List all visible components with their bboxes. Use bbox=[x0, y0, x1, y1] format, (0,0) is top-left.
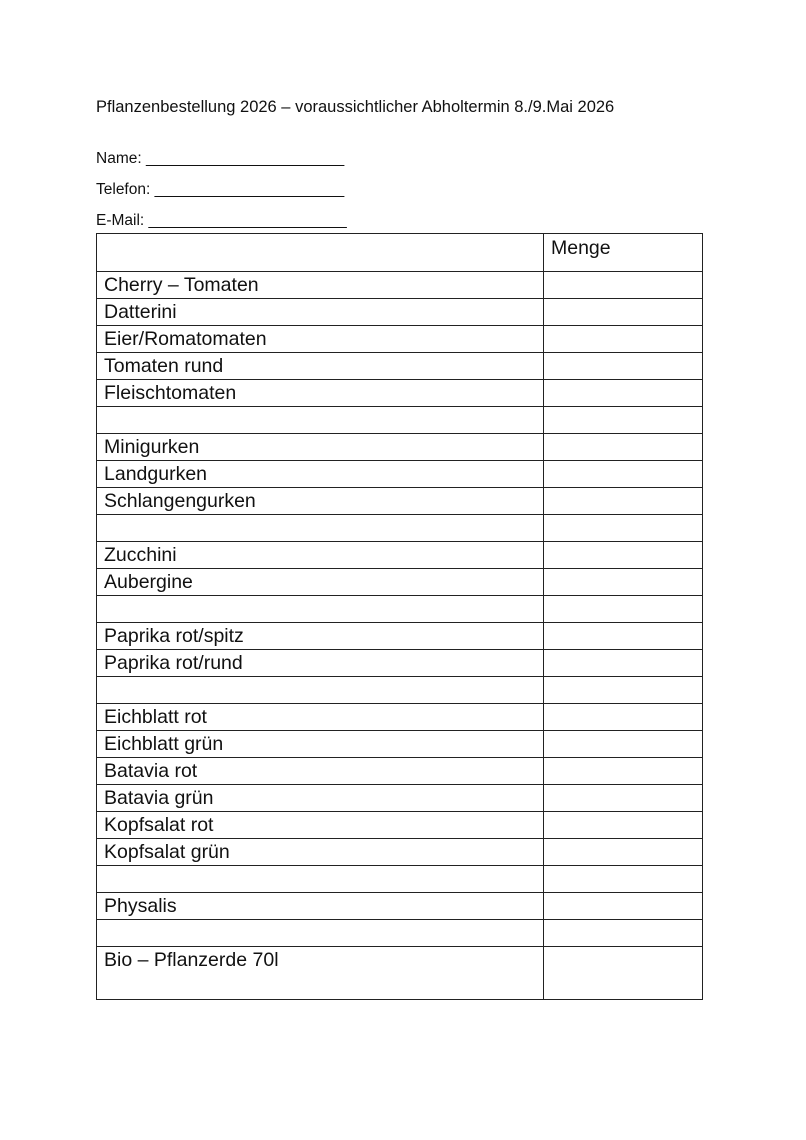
table-row bbox=[97, 839, 703, 866]
item-name-cell bbox=[97, 515, 544, 542]
quantity-cell[interactable] bbox=[544, 920, 703, 947]
table-row bbox=[97, 947, 703, 1000]
item-name-cell: Minigurken bbox=[97, 434, 544, 461]
quantity-cell[interactable] bbox=[544, 785, 703, 812]
quantity-cell[interactable] bbox=[544, 677, 703, 704]
table-row bbox=[97, 461, 703, 488]
item-name-cell: Paprika rot/rund bbox=[97, 650, 544, 677]
quantity-cell[interactable] bbox=[544, 596, 703, 623]
item-name-cell: Cherry – Tomaten bbox=[97, 272, 544, 299]
quantity-cell[interactable] bbox=[544, 272, 703, 299]
item-name-cell: Landgurken bbox=[97, 461, 544, 488]
item-name-cell: Eichblatt grün bbox=[97, 731, 544, 758]
table-row bbox=[97, 488, 703, 515]
quantity-cell[interactable] bbox=[544, 299, 703, 326]
item-name-cell: Kopfsalat rot bbox=[97, 812, 544, 839]
quantity-cell[interactable] bbox=[544, 947, 703, 1000]
page-title: Pflanzenbestellung 2026 – voraussichtlicher Abholtermin 8./9.Mai 2026 bbox=[96, 98, 615, 116]
order-table bbox=[96, 233, 703, 1000]
item-name-cell: Eichblatt rot bbox=[97, 704, 544, 731]
quantity-cell[interactable] bbox=[544, 434, 703, 461]
item-name-cell: Bio – Pflanzerde 70l bbox=[97, 947, 544, 1000]
item-name-cell: Kopfsalat grün bbox=[97, 839, 544, 866]
table-row bbox=[97, 623, 703, 650]
item-name-cell: Paprika rot/spitz bbox=[97, 623, 544, 650]
table-row bbox=[97, 650, 703, 677]
item-name-cell: Aubergine bbox=[97, 569, 544, 596]
table-row bbox=[97, 893, 703, 920]
quantity-cell[interactable] bbox=[544, 839, 703, 866]
item-name-cell: Tomaten rund bbox=[97, 353, 544, 380]
quantity-cell[interactable] bbox=[544, 461, 703, 488]
table-row bbox=[97, 353, 703, 380]
item-header-cell bbox=[97, 234, 544, 272]
item-name-cell: Batavia rot bbox=[97, 758, 544, 785]
item-name-cell: Physalis bbox=[97, 893, 544, 920]
quantity-cell[interactable] bbox=[544, 812, 703, 839]
quantity-cell[interactable] bbox=[544, 326, 703, 353]
table-row bbox=[97, 731, 703, 758]
item-name-cell bbox=[97, 596, 544, 623]
quantity-cell[interactable] bbox=[544, 650, 703, 677]
quantity-cell[interactable] bbox=[544, 407, 703, 434]
quantity-cell[interactable] bbox=[544, 704, 703, 731]
item-name-cell: Datterini bbox=[97, 299, 544, 326]
item-name-cell bbox=[97, 866, 544, 893]
item-name-cell bbox=[97, 677, 544, 704]
item-name-cell bbox=[97, 920, 544, 947]
quantity-cell[interactable] bbox=[544, 758, 703, 785]
spacer-row bbox=[97, 677, 703, 704]
order-table-body bbox=[97, 234, 703, 1000]
spacer-row bbox=[97, 515, 703, 542]
item-name-cell: Fleischtomaten bbox=[97, 380, 544, 407]
item-name-cell: Zucchini bbox=[97, 542, 544, 569]
spacer-row bbox=[97, 866, 703, 893]
table-row bbox=[97, 326, 703, 353]
item-name-cell: Eier/Romatomaten bbox=[97, 326, 544, 353]
table-row bbox=[97, 812, 703, 839]
table-row bbox=[97, 569, 703, 596]
quantity-header: Menge bbox=[544, 234, 703, 272]
email-field: E-Mail: _______________________ bbox=[96, 212, 347, 229]
table-row bbox=[97, 434, 703, 461]
item-name-cell bbox=[97, 407, 544, 434]
spacer-row bbox=[97, 920, 703, 947]
quantity-cell[interactable] bbox=[544, 353, 703, 380]
quantity-cell[interactable] bbox=[544, 542, 703, 569]
quantity-cell[interactable] bbox=[544, 488, 703, 515]
table-header-row bbox=[97, 234, 703, 272]
item-name-cell: Batavia grün bbox=[97, 785, 544, 812]
table-row bbox=[97, 380, 703, 407]
table-row bbox=[97, 299, 703, 326]
spacer-row bbox=[97, 596, 703, 623]
quantity-cell[interactable] bbox=[544, 515, 703, 542]
item-name-cell: Schlangengurken bbox=[97, 488, 544, 515]
table-row bbox=[97, 542, 703, 569]
table-row bbox=[97, 704, 703, 731]
table-row bbox=[97, 272, 703, 299]
quantity-cell[interactable] bbox=[544, 569, 703, 596]
quantity-cell[interactable] bbox=[544, 866, 703, 893]
phone-field: Telefon: ______________________ bbox=[96, 181, 345, 198]
table-row bbox=[97, 758, 703, 785]
spacer-row bbox=[97, 407, 703, 434]
table-row bbox=[97, 785, 703, 812]
quantity-cell[interactable] bbox=[544, 731, 703, 758]
quantity-cell[interactable] bbox=[544, 380, 703, 407]
quantity-cell[interactable] bbox=[544, 623, 703, 650]
quantity-cell[interactable] bbox=[544, 893, 703, 920]
name-field: Name: _______________________ bbox=[96, 150, 345, 167]
